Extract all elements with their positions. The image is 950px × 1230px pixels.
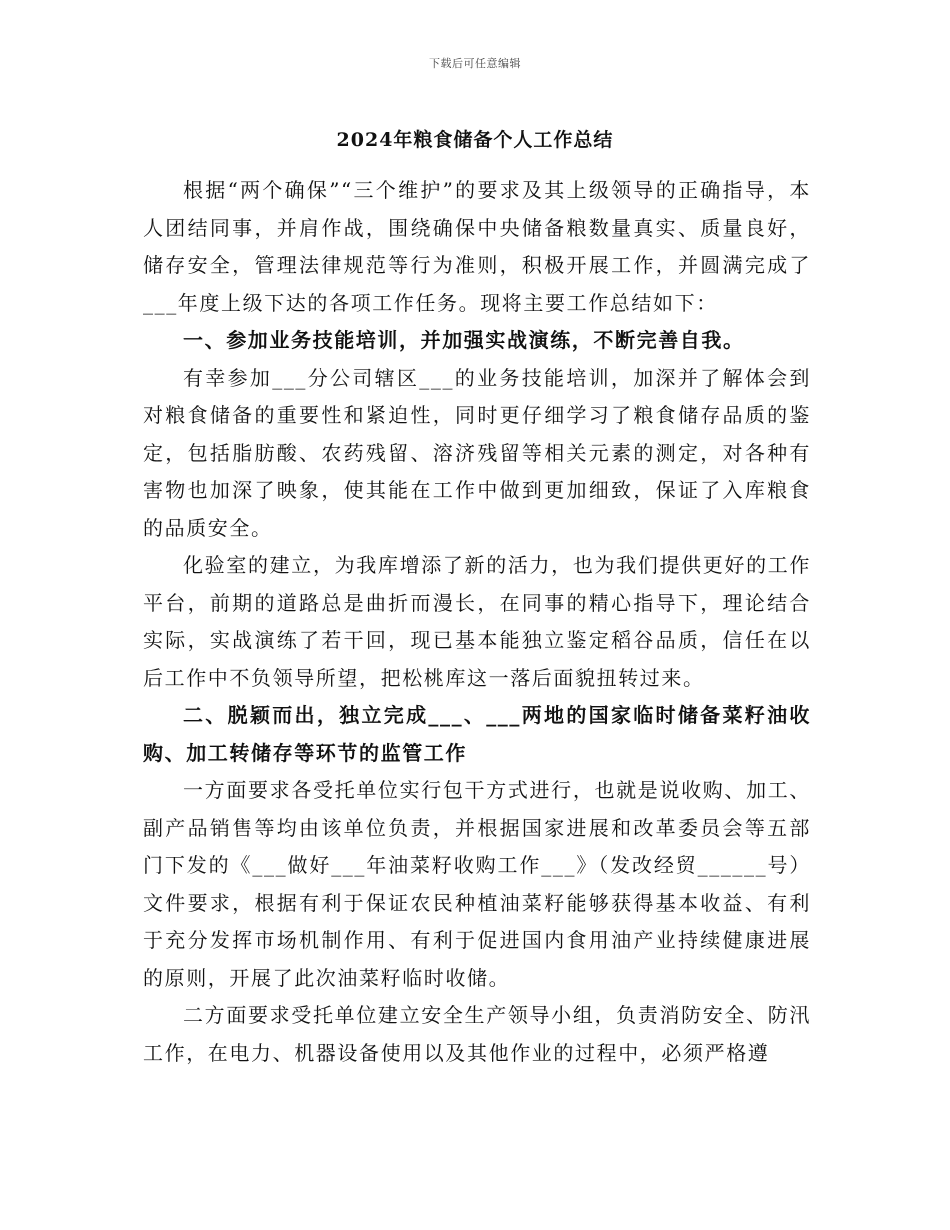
body-paragraph: 二方面要求受托单位建立安全生产领导小组，负责消防安全、防汛工作，在电力、机器设备使用以及其他作业的过程中，必须严格遵 — [143, 1003, 811, 1065]
body-paragraph: 一方面要求各受托单位实行包干方式进行，也就是说收购、加工、副产品销售等均由该单位负责，并根据国家进展和改革委员会等五部门下发的《___做好___年油菜籽收购工作___》（发改经贸______号）文件要求，根据有利于保证农民种植油菜籽能够获得基本收益、有利于充分发挥市场机制作用、有利于促进国内食用油产业持续健康进展的原则，开展了此次油菜籽临时收储。 — [143, 778, 811, 990]
section-heading-1: 一、参加业务技能培训，并加强实战演练，不断完善自我。 — [183, 328, 745, 352]
document-title: 2024年粮食储备个人工作总结 — [336, 129, 614, 151]
intro-paragraph: 根据“两个确保”“三个维护”的要求及其上级领导的正确指导，本人团结同事，并肩作战，围绕确保中央储备粮数量真实、质量良好，储存安全，管理法律规范等行为准则，积极开展工作，并圆满完成了___年度上级下达的各项工作任务。现将主要工作总结如下： — [143, 178, 811, 315]
body-paragraph: 化验室的建立，为我库增添了新的活力，也为我们提供更好的工作平台，前期的道路总是曲折而漫长，在同事的精心指导下，理论结合实际，实战演练了若干回，现已基本能独立鉴定稻谷品质，信任在以后工作中不负领导所望，把松桃库这一落后面貌扭转过来。 — [143, 553, 811, 690]
document-body — [143, 172, 811, 1072]
section-heading-2: 二、脱颖而出，独立完成___、___两地的国家临时储备菜籽油收购、加工转储存等环节的监管工作 — [143, 703, 811, 765]
page-header-note: 下载后可任意编辑 — [429, 57, 521, 70]
body-paragraph: 有幸参加___分公司辖区___的业务技能培训，加深并了解体会到对粮食储备的重要性和紧迫性，同时更仔细学习了粮食储存品质的鉴定，包括脂肪酸、农药残留、溶济残留等相关元素的测定，对各种有害物也加深了映象，使其能在工作中做到更加细致，保证了入库粮食的品质安全。 — [143, 365, 811, 540]
